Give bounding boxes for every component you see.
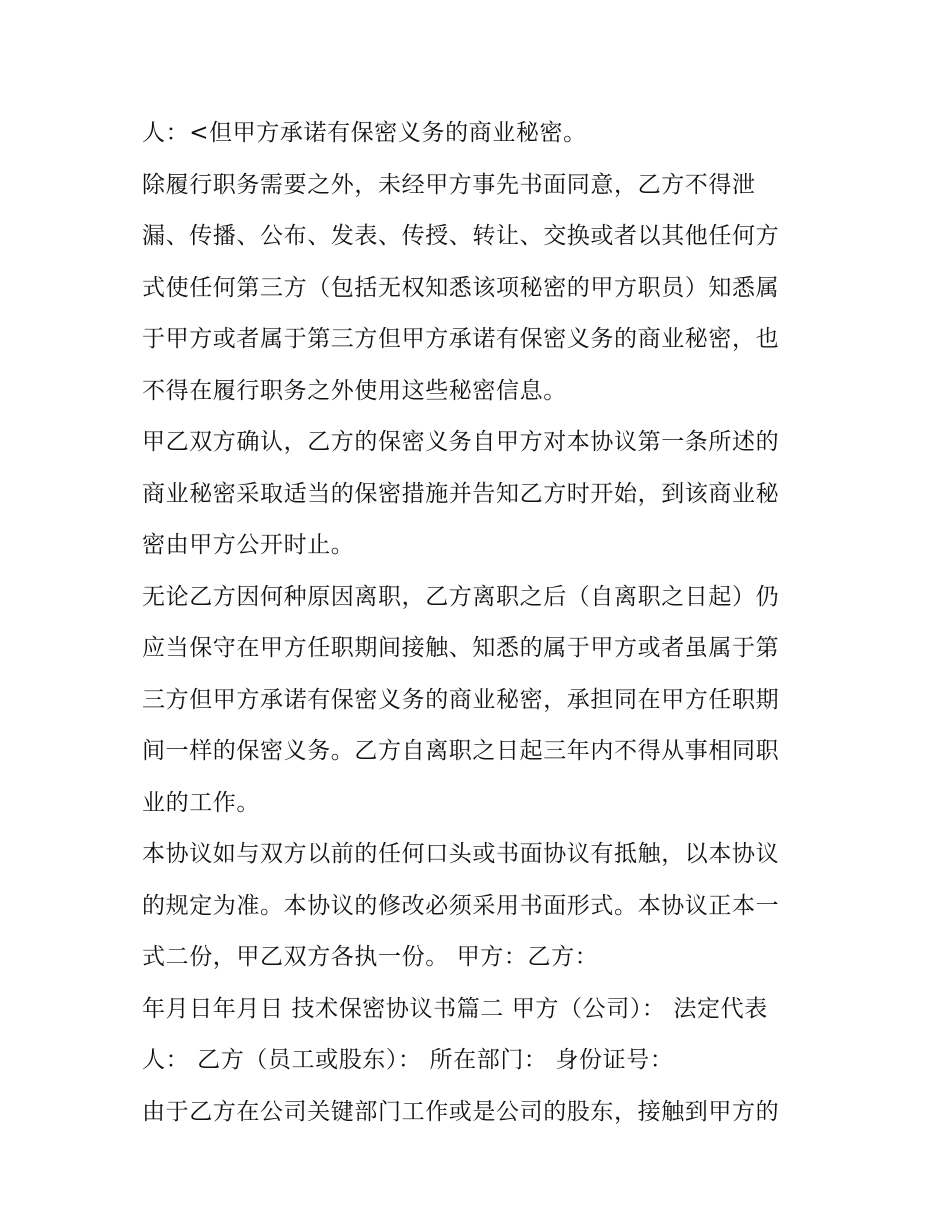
- text-line: 无论乙方因何种原因离职，乙方离职之后（自离职之日起）仍: [142, 583, 780, 610]
- text-line: 人： 乙方（员工或股东）： 所在部门： 身份证号：: [142, 1047, 674, 1073]
- text-line: 式使任何第三方（包括无权知悉该项秘密的甲方职员）知悉属: [142, 274, 780, 301]
- text-line: 间一样的保密义务。乙方自离职之日起三年内不得从事相同职: [142, 738, 780, 764]
- text-line: 不得在履行职务之外使用这些秘密信息。: [142, 377, 567, 404]
- text-line: 本协议如与双方以前的任何口头或书面协议有抵触，以本协议: [142, 841, 780, 867]
- text-line: 三方但甲方承诺有保密义务的商业秘密，承担同在甲方任职期: [142, 686, 780, 713]
- text-line: 的规定为准。本协议的修改必须采用书面形式。本协议正本一: [142, 892, 780, 919]
- text-line: 应当保守在甲方任职期间接触、知悉的属于甲方或者虽属于第: [142, 635, 780, 661]
- text-line: 除履行职务需要之外，未经甲方事先书面同意，乙方不得泄: [142, 171, 756, 198]
- text-line: 业的工作。: [142, 789, 260, 816]
- text-line: 漏、传播、公布、发表、传授、转让、交换或者以其他任何方: [142, 223, 780, 249]
- text-line: 密由甲方公开时止。: [142, 532, 355, 558]
- document-body: [142, 108, 822, 1138]
- text-line: 由于乙方在公司关键部门工作或是公司的股东，接触到甲方的: [142, 1098, 780, 1125]
- text-line: 人：<但甲方承诺有保密义务的商业秘密。: [142, 120, 587, 146]
- text-line: 式二份，甲乙双方各执一份。 甲方：乙方：: [142, 944, 599, 970]
- text-line: 甲乙双方确认，乙方的保密义务自甲方对本协议第一条所述的: [142, 429, 780, 455]
- text-line: 商业秘密采取适当的保密措施并告知乙方时开始，到该商业秘: [142, 480, 780, 507]
- text-line: 年月日年月日 技术保密协议书篇二 甲方（公司）： 法定代表: [142, 995, 768, 1022]
- text-line: 于甲方或者属于第三方但甲方承诺有保密义务的商业秘密，也: [142, 326, 780, 352]
